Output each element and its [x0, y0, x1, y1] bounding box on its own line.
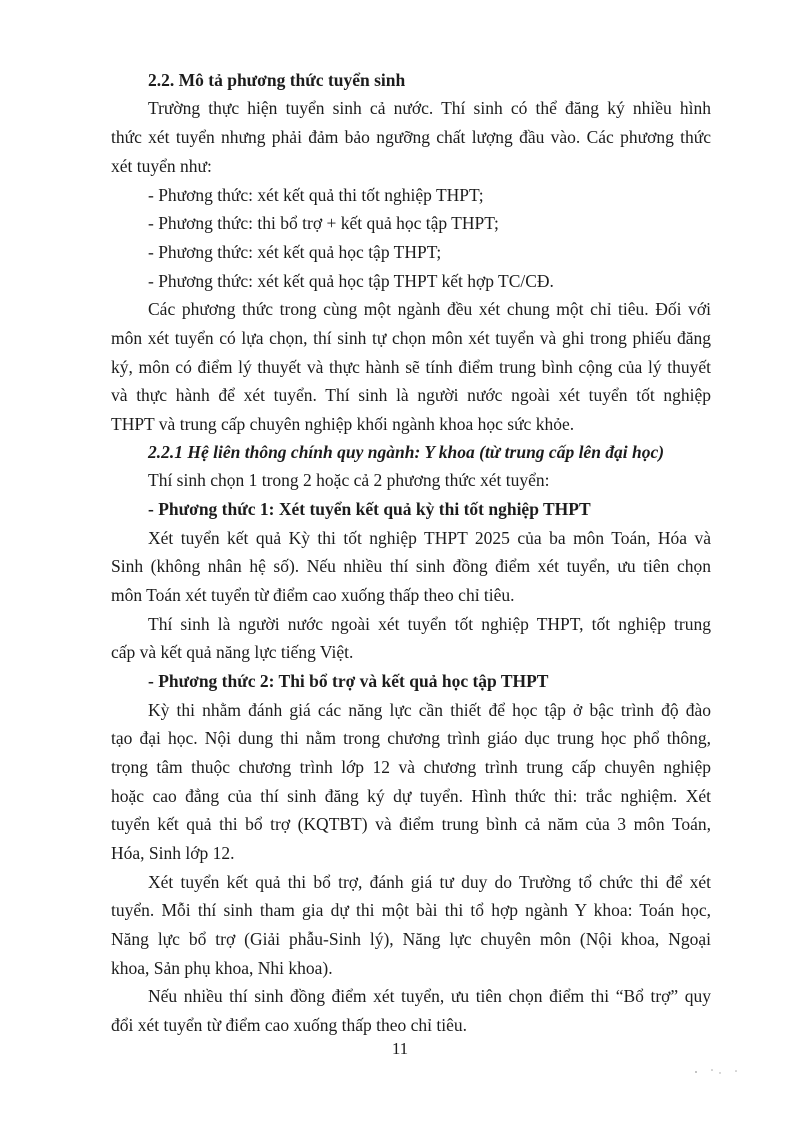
page-number: 11 — [391, 1039, 409, 1058]
method-1-heading: - Phương thức 1: Xét tuyển kết quả kỳ thi tốt nghiệp THPT — [148, 499, 591, 519]
paragraph-line: đổi xét tuyển từ điểm cao xuống thấp theo chỉ tiêu. — [111, 1015, 467, 1035]
paragraph-line: Xét tuyển kết quả thi bổ trợ, đánh giá tư duy do Trường tổ chức thi để xét — [148, 872, 711, 892]
paragraph-line: tuyển. Mỗi thí sinh tham gia dự thi một bài thi tổ hợp ngành Y khoa: Toán học, — [111, 900, 711, 920]
paragraph-line: Thí sinh là người nước ngoài xét tuyển tốt nghiệp THPT, tốt nghiệp trung — [148, 614, 711, 634]
paragraph-line: ký, môn có điểm lý thuyết và thực hành sẽ tính điểm trung bình cộng của lý thuyết — [111, 357, 711, 377]
paragraph-line: xét tuyển như: — [111, 156, 212, 176]
paragraph-line: môn xét tuyển có lựa chọn, thí sinh tự chọn môn xét tuyển và ghi trong phiếu đăng — [111, 328, 711, 348]
paragraph-line: hoặc cao đẳng của thí sinh đăng ký dự tuyển. Hình thức thi: trắc nghiệm. Xét — [111, 786, 711, 806]
paragraph-line: Sinh (không nhân hệ số). Nếu nhiều thí sinh đồng điểm xét tuyển, ưu tiên chọn — [111, 556, 711, 576]
paragraph-line: cấp và kết quả năng lực tiếng Việt. — [111, 642, 354, 662]
paragraph-line: và thực hành để xét tuyển. Thí sinh là người nước ngoài xét tuyển tốt nghiệp — [111, 385, 711, 405]
list-item: - Phương thức: thi bổ trợ + kết quả học tập THPT; — [148, 213, 499, 233]
paragraph-line: Kỳ thi nhằm đánh giá các năng lực cần thiết để học tập ở bậc trình độ đào — [148, 700, 711, 720]
paragraph-line: Trường thực hiện tuyển sinh cả nước. Thí sinh có thể đăng ký nhiều hình — [148, 98, 711, 118]
scan-specks — [690, 1066, 750, 1078]
paragraph-line: khoa, Sản phụ khoa, Nhi khoa). — [111, 958, 333, 978]
list-item: - Phương thức: xét kết quả học tập THPT kết hợp TC/CĐ. — [148, 271, 554, 291]
paragraph-line: Các phương thức trong cùng một ngành đều xét chung một chỉ tiêu. Đối với — [148, 299, 711, 319]
paragraph-line: Năng lực bổ trợ (Giải phẫu-Sinh lý), Năng lực chuyên môn (Nội khoa, Ngoại — [111, 929, 711, 949]
paragraph-line: tạo đại học. Nội dung thi nằm trong chương trình giáo dục trung học phổ thông, — [111, 728, 711, 748]
paragraph-line: THPT và trung cấp chuyên nghiệp khối ngành khoa học sức khỏe. — [111, 414, 575, 434]
subsection-heading: 2.2.1 Hệ liên thông chính quy ngành: Y khoa (từ trung cấp lên đại học) — [148, 442, 665, 462]
paragraph-line: Xét tuyển kết quả Kỳ thi tốt nghiệp THPT 2025 của ba môn Toán, Hóa và — [148, 528, 711, 548]
paragraph-line: thức xét tuyển nhưng phải đảm bảo ngưỡng chất lượng đầu vào. Các phương thức — [111, 127, 711, 147]
paragraph-line: trọng tâm thuộc chương trình lớp 12 và chương trình trung cấp chuyên nghiệp — [111, 757, 711, 777]
paragraph-line: Hóa, Sinh lớp 12. — [111, 843, 235, 863]
paragraph-line: tuyển kết quả thi bổ trợ (KQTBT) và điểm trung bình cả năm của 3 môn Toán, — [111, 814, 711, 834]
list-item: - Phương thức: xét kết quả thi tốt nghiệp THPT; — [148, 185, 484, 205]
method-2-heading: - Phương thức 2: Thi bổ trợ và kết quả học tập THPT — [148, 671, 549, 691]
section-heading: 2.2. Mô tả phương thức tuyển sinh — [148, 70, 406, 90]
paragraph-line: môn Toán xét tuyển từ điểm cao xuống thấp theo chỉ tiêu. — [111, 585, 515, 605]
paragraph-line: Thí sinh chọn 1 trong 2 hoặc cả 2 phương thức xét tuyển: — [148, 470, 550, 490]
paragraph-line: Nếu nhiều thí sinh đồng điểm xét tuyển, ưu tiên chọn điểm thi “Bổ trợ” quy — [148, 986, 711, 1006]
list-item: - Phương thức: xét kết quả học tập THPT; — [148, 242, 442, 262]
